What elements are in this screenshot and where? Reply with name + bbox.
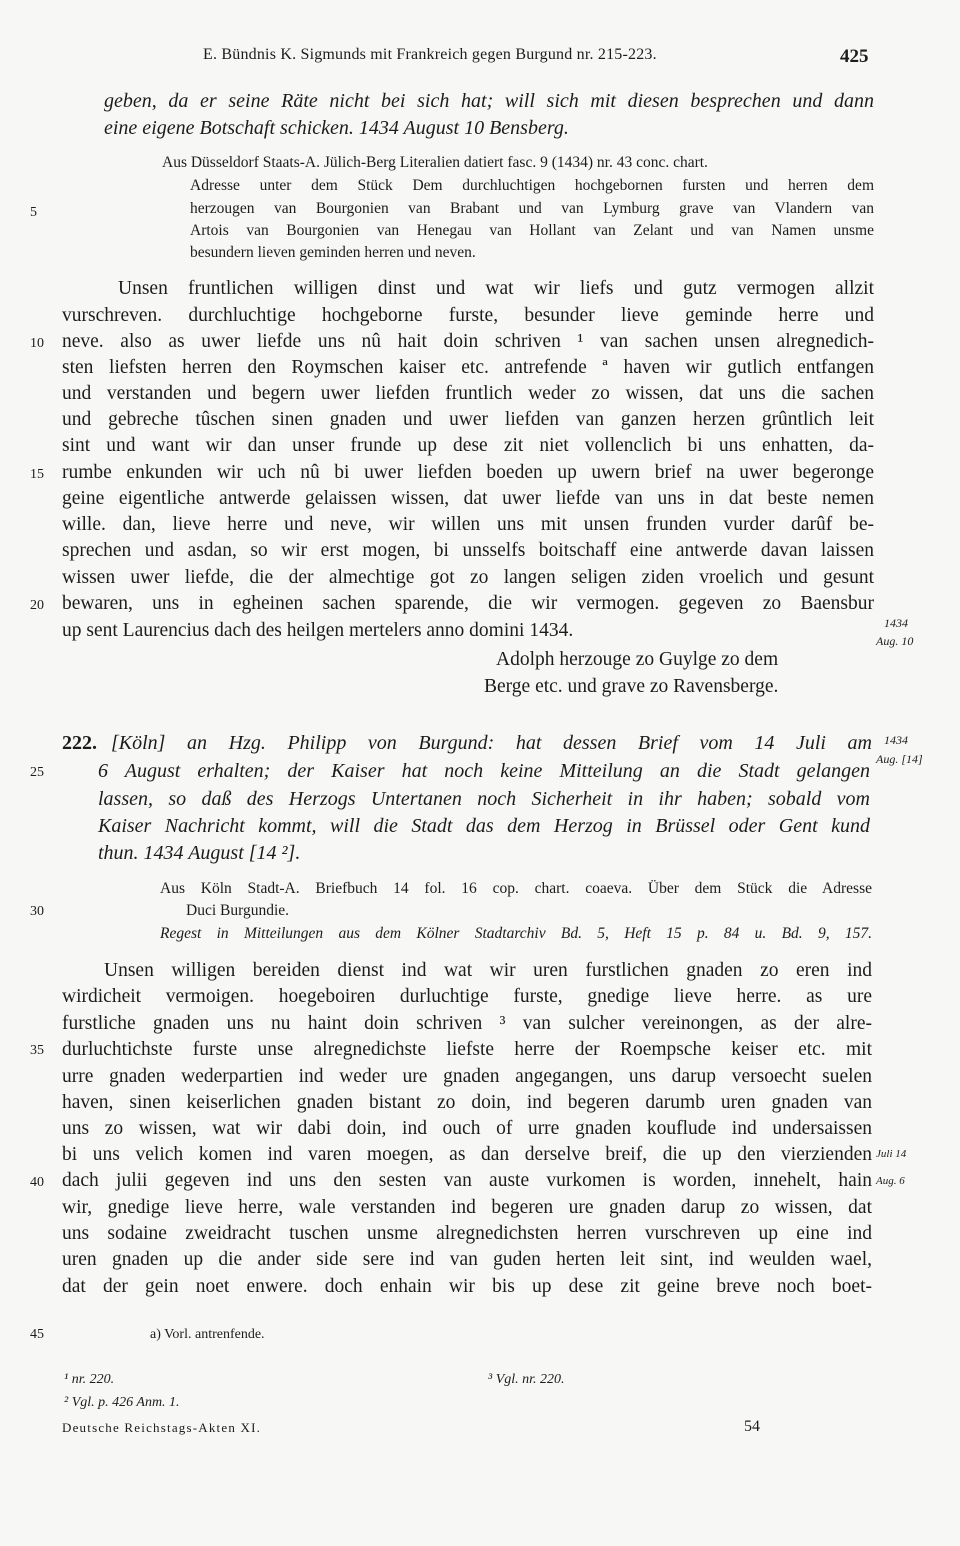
doc1-signature-line-1: Adolph herzouge zo Guylge zo dem <box>496 649 779 670</box>
doc1-source-line-1: Aus Düsseldorf Staats-A. Jülich-Berg Literalien datiert fasc. 9 (1434) nr. 43 conc. chart. <box>162 154 708 171</box>
doc1-source-line-4: Artois van Bourgonien van Henegau van Hollant van Zelant und van Namen unsme <box>190 222 874 239</box>
doc1-body-line-12: wissen uwer liefde, die der almechtige got zo langen seligen ziden vroelich und gesunt <box>62 567 874 588</box>
doc2-body-line-2: wirdicheit vermoigen. hoegeboiren durluchtige furste, gnedige lieve herre. as ure <box>62 986 872 1007</box>
line-number-15: 15 <box>30 467 44 482</box>
doc1-source-line-2: Adresse unter dem Stück Dem durchluchtigen hochgebornen fursten und herren dem <box>190 177 874 194</box>
doc1-body-line-13: bewaren, uns in egheinen sachen sparende, die wir vermogen. gegeven zo Baensbur <box>62 593 874 614</box>
doc1-summary-line-1: geben, da er seine Räte nicht bei sich hat; will sich mit diesen besprechen und dann <box>104 90 874 112</box>
doc2-body-line-9: dach julii gegeven ind uns den sesten van auste vurkomen is worden, innehelt, hain <box>62 1170 872 1191</box>
doc2-body-line-8: bi uns velich komen ind varen moegen, as dan derselve breif, die up den vierzienden <box>62 1144 872 1165</box>
variant-footnote: a) Vorl. antrenfende. <box>150 1327 265 1342</box>
doc1-margin-year: 1434 <box>884 616 908 630</box>
footnote-2: ² Vgl. p. 426 Anm. 1. <box>64 1395 180 1410</box>
doc1-body-line-2: vurschreven. durchluchtige hochgeborne furste, besunder lieve geminde herre und <box>62 305 874 326</box>
footnote-1: ¹ nr. 220. <box>64 1372 115 1387</box>
doc2-body-line-10: wir, gnedige lieve herre, wale verstanden ind begeren ure gnaden darup zo wissen, dat <box>62 1197 872 1218</box>
doc1-body-line-6: und gebreche tûschen sinen gnaden und uwer liefden van ganzen herzen grûntlich leit <box>62 409 874 430</box>
sheet-number: 54 <box>744 1418 760 1435</box>
signature-mark: Deutsche Reichstags-Akten XI. <box>62 1420 262 1435</box>
doc2-body-line-4: durluchtichste furste unse alregnedichste liefste herre der Roempsche keiser etc. mit <box>62 1039 872 1060</box>
line-number-35: 35 <box>30 1043 44 1058</box>
line-number-40: 40 <box>30 1175 44 1190</box>
doc1-body-line-4: sten liefsten herren den Roymschen kaiser etc. antrefende ª haven wir gutlich entfangen <box>62 357 874 378</box>
doc2-margin-year: 1434 <box>884 733 908 747</box>
doc2-summary-line-2: 6 August erhalten; der Kaiser hat noch keine Mitteilung an die Stadt gelangen <box>98 760 870 782</box>
doc1-source-line-3: herzougen van Bourgonien van Brabant und van Lymburg grave van Vlandern van <box>190 200 874 217</box>
doc2-body-line-3: furstliche gnaden uns nu haint doin schriven ³ van sulcher vereinongen, as der alre- <box>62 1013 872 1034</box>
doc2-body-line-7: uns zo wissen, wat wir dabi doin, ind ouch of urre gnaden kouflude ind undersaissen <box>62 1118 872 1139</box>
doc2-body-line-5: urre gnaden wederpartien ind weder ure gnaden angegangen, uns darup versoecht suelen <box>62 1066 872 1087</box>
doc2-summary-line-3: lassen, so daß des Herzogs Untertanen noch Sicherheit in ihr haben; sobald vom <box>98 788 870 810</box>
doc1-body-line-7: sint und want wir dan unser frunde up dese zit niet vollenclich bi uns enhatten, da- <box>62 435 874 456</box>
running-title: E. Bündnis K. Sigmunds mit Frankreich gegen Burgund nr. 215-223. <box>203 46 657 63</box>
doc1-body-line-5: und verstanden und begern uwer liefden fruntlich weder zo wissen, dat uns die sachen <box>62 383 874 404</box>
doc2-summary-line-1-wrap <box>62 732 872 755</box>
doc1-source-line-5: besundern lieven geminden herren und neven. <box>190 244 476 261</box>
line-number-10: 10 <box>30 336 44 351</box>
doc1-body-line-9: geine eigentliche antwerde gelaissen wissen, dat uwer liefde van uns in dat beste nemen <box>62 488 874 509</box>
doc1-body-line-10: wille. dan, lieve herre und neve, wir willen uns mit unsen frunden vurder darûf be- <box>62 514 874 535</box>
doc1-body-line-8: rumbe enkunden wir uch nû bi uwer liefden boeden up uwern brief na uwer begeronge <box>62 462 874 483</box>
doc2-source-line-1: Aus Köln Stadt-A. Briefbuch 14 fol. 16 cop. chart. coaeva. Über dem Stück die Adresse <box>160 880 872 897</box>
line-number-25: 25 <box>30 765 44 780</box>
doc2-body-line-1: Unsen willigen bereiden dienst ind wat wir uren furstlichen gnaden zo eren ind <box>104 960 872 981</box>
doc2-margin-date: Aug. [14] <box>876 752 923 766</box>
doc2-source-line-3: Regest in Mitteilungen aus dem Kölner Stadtarchiv Bd. 5, Heft 15 p. 84 u. Bd. 9, 157. <box>160 925 872 942</box>
doc1-margin-date: Aug. 10 <box>876 634 914 648</box>
line-number-5: 5 <box>30 205 37 220</box>
doc2-body-line-11: uns sodaine zweidracht tuschen unsme alregnedichsten herren vurschreven up eine ind <box>62 1223 872 1244</box>
line-number-30: 30 <box>30 904 44 919</box>
line-number-45: 45 <box>30 1327 44 1342</box>
doc2-body-line-12: uren gnaden up die ander side sere ind van guden herten leit sint, ind weulden wael, <box>62 1249 872 1270</box>
doc2-number: 222. <box>62 732 97 754</box>
doc1-body-line-11: sprechen und asdan, so wir erst mogen, bi unsselfs boitschaff eine antwerde davan laissen <box>62 540 874 561</box>
doc2-body-line-13: dat der gein noet enwere. doch enhain wir bis up dese zit geine breve noch boet- <box>62 1276 872 1297</box>
doc1-summary-line-2: eine eigene Botschaft schicken. 1434 August 10 Bensberg. <box>104 117 569 139</box>
doc2-summary-line-1 <box>62 732 872 755</box>
doc2-source-line-2: Duci Burgundie. <box>186 902 290 919</box>
doc1-body-line-1: Unsen fruntlichen willigen dinst und wat wir liefs und gutz vermogen allzit <box>118 278 874 299</box>
doc2-margin-note-1: Juli 14 <box>876 1148 907 1160</box>
doc2-summary-line-4: Kaiser Nachricht kommt, will die Stadt das dem Herzog in Brüssel oder Gent kund <box>98 815 870 837</box>
doc2-summary-line-5: thun. 1434 August [14 ²]. <box>98 842 301 864</box>
page-number: 425 <box>840 46 869 67</box>
doc2-margin-note-2: Aug. 6 <box>876 1175 905 1187</box>
doc2-body-line-6: haven, sinen keiserlichen gnaden bistant zo doin, ind begeren darumb uren gnaden van <box>62 1092 872 1113</box>
line-number-20: 20 <box>30 598 44 613</box>
doc1-body-line-14: up sent Laurencius dach des heilgen mertelers anno domini 1434. <box>62 620 574 641</box>
footnote-3: ³ Vgl. nr. 220. <box>488 1372 565 1387</box>
doc1-body-line-3: neve. also as uwer liefde uns nû hait doin schriven ¹ van sachen unsen alregnedich- <box>62 331 874 352</box>
doc1-signature-line-2: Berge etc. und grave zo Ravensberge. <box>484 676 779 697</box>
doc2-summary-text-1: [Köln] an Hzg. Philipp von Burgund: hat dessen Brief vom 14 Juli am <box>111 732 872 754</box>
